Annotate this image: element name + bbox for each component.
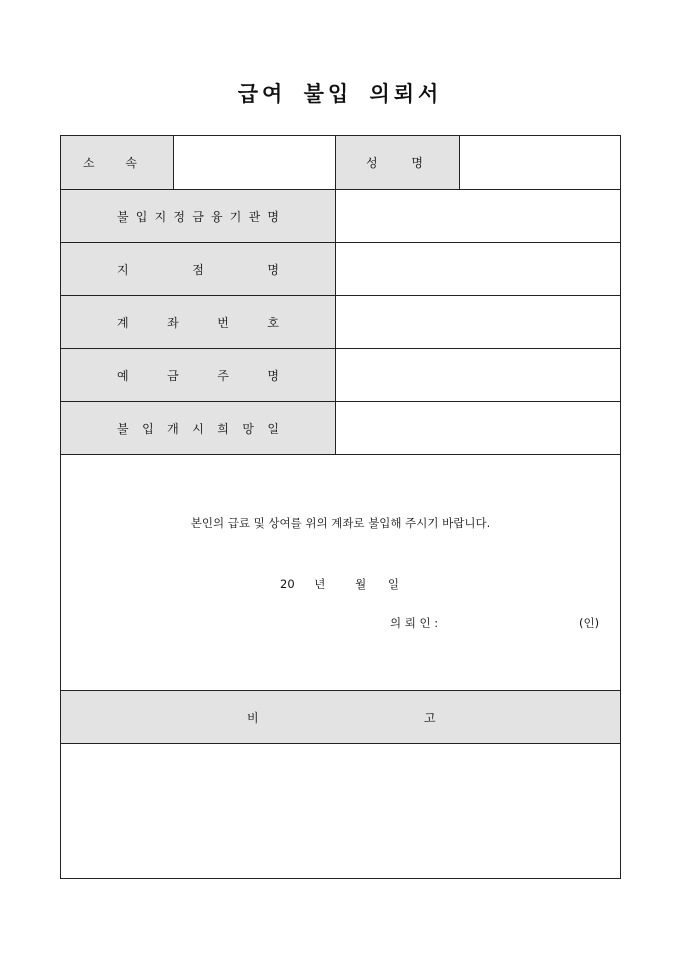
branch-name-label-char: 지 bbox=[117, 262, 129, 277]
account-holder-label-char: 금 bbox=[167, 368, 179, 383]
date-day-label: 일 bbox=[387, 577, 399, 591]
date-year-label: 년 bbox=[314, 577, 326, 591]
account-number-label-char: 계 bbox=[117, 315, 129, 330]
remarks-header bbox=[61, 690, 620, 743]
start-date-label-char: 망 bbox=[242, 421, 254, 436]
affiliation-label-char: 속 bbox=[125, 156, 137, 170]
account-holder-label-char: 예 bbox=[117, 368, 129, 383]
remarks-field[interactable] bbox=[61, 743, 620, 878]
branch-name-field[interactable] bbox=[336, 242, 620, 295]
remarks-label-char: 고 bbox=[424, 710, 436, 725]
date-month-label: 월 bbox=[355, 577, 367, 591]
account-number-label-char: 좌 bbox=[167, 315, 179, 330]
account-number-field[interactable] bbox=[336, 295, 620, 348]
bank-name-label-char: 금 bbox=[192, 209, 204, 224]
name-field[interactable] bbox=[460, 136, 620, 189]
start-date-label-char: 개 bbox=[167, 421, 179, 436]
bank-name-field[interactable] bbox=[336, 189, 620, 242]
affiliation-label bbox=[61, 136, 174, 189]
branch-name-label-char: 점 bbox=[192, 262, 204, 277]
account-holder-label-char: 주 bbox=[217, 368, 229, 383]
start-date-label-char: 입 bbox=[142, 421, 154, 436]
account-holder-label-char: 명 bbox=[267, 368, 279, 383]
account-holder-label bbox=[61, 348, 336, 401]
bank-name-label-char: 입 bbox=[135, 209, 148, 224]
statement-text: 본인의 급료 및 상여를 위의 계좌로 불입해 주시기 바랍니다. bbox=[190, 516, 491, 530]
bank-name-label-char: 융 bbox=[210, 209, 223, 224]
account-number-label-char: 호 bbox=[267, 315, 279, 330]
start-date-field[interactable] bbox=[336, 401, 620, 454]
name-label-char: 성 bbox=[366, 156, 378, 170]
date-year-prefix: 20 bbox=[280, 577, 295, 591]
requester-label: 의 뢰 인 : bbox=[390, 616, 439, 630]
affiliation-label-char: 소 bbox=[83, 156, 95, 170]
account-number-label bbox=[61, 295, 336, 348]
bank-name-label-char: 지 bbox=[154, 209, 167, 224]
start-date-label bbox=[61, 401, 336, 454]
branch-name-label bbox=[61, 242, 336, 295]
bank-name-label-char: 관 bbox=[248, 209, 261, 224]
start-date-label-char: 불 bbox=[117, 421, 129, 436]
remarks-label-char: 비 bbox=[247, 710, 259, 725]
date-line bbox=[280, 576, 399, 592]
bank-name-label-char: 불 bbox=[117, 209, 129, 224]
start-date-label-char: 시 bbox=[192, 421, 204, 436]
start-date-label-char: 일 bbox=[267, 421, 279, 436]
document-title: 급여 불입 의뢰서 bbox=[237, 81, 443, 106]
bank-name-label-char: 정 bbox=[173, 209, 185, 224]
affiliation-field[interactable] bbox=[174, 136, 336, 189]
account-holder-field[interactable] bbox=[336, 348, 620, 401]
name-label-char: 명 bbox=[411, 156, 423, 170]
name-label bbox=[336, 136, 460, 189]
branch-name-label-char: 명 bbox=[267, 262, 279, 277]
account-number-label-char: 번 bbox=[217, 315, 229, 330]
requester-seal: (인) bbox=[579, 616, 600, 630]
statement-block bbox=[61, 454, 620, 690]
bank-name-label-char: 기 bbox=[229, 209, 242, 224]
bank-name-label-char: 명 bbox=[267, 209, 279, 224]
request-form bbox=[60, 135, 621, 879]
bank-name-label bbox=[61, 189, 336, 242]
start-date-label-char: 희 bbox=[217, 421, 229, 436]
